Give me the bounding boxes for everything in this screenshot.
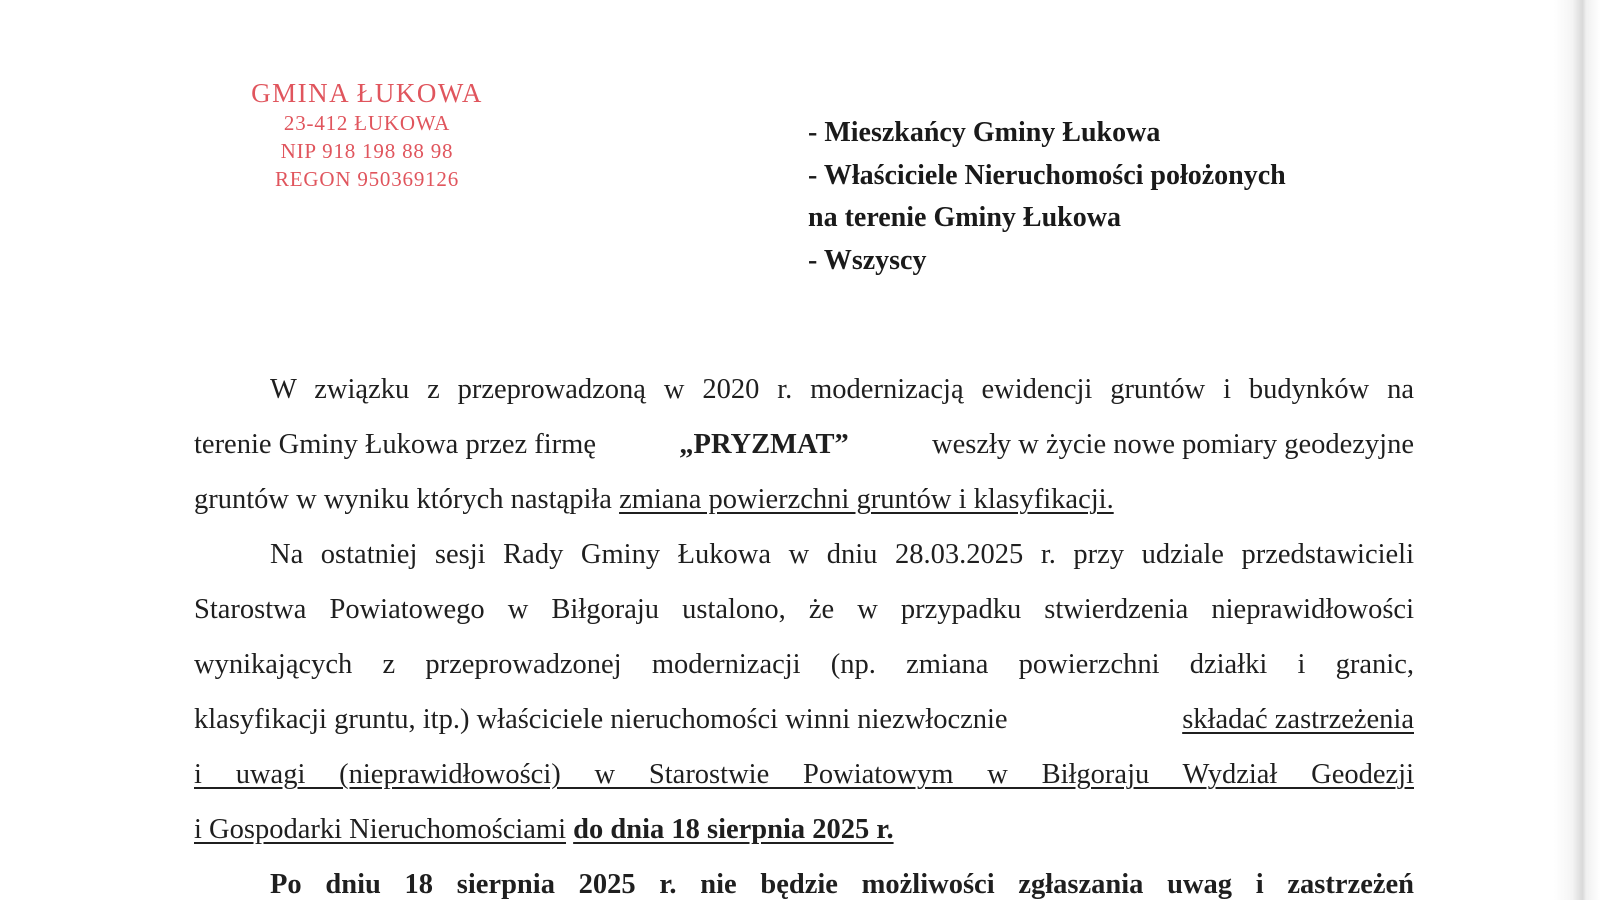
paragraph-2-line-5: i uwagi (nieprawidłowości) w Starostwie Powiatowym w Biłgoraju Wydział Geodezji xyxy=(194,759,1414,790)
recipient-line: na terenie Gminy Łukowa xyxy=(808,202,1121,233)
letter-body xyxy=(194,362,1414,900)
underlined-text: zmiana powierzchni gruntów i klasyfikacji. xyxy=(619,484,1114,515)
paragraph-2-line-3: wynikających z przeprowadzonej modernizacji (np. zmiana powierzchni działki i granic, xyxy=(194,649,1414,680)
text-segment: klasyfikacji gruntu, itp.) właściciele nieruchomości winni niezwłocznie xyxy=(194,704,1008,735)
underlined-text: składać zastrzeżenia xyxy=(1182,704,1414,735)
paragraph-2-line-1: Na ostatniej sesji Rady Gminy Łukowa w dniu 28.03.2025 r. przy udziale przedstawicieli xyxy=(270,539,1414,570)
recipients-list xyxy=(808,112,1286,282)
stamp-regon: REGON 950369126 xyxy=(274,167,460,191)
scan-edge-shadow xyxy=(1554,0,1600,900)
deadline-text: do dnia 18 sierpnia 2025 r. xyxy=(573,814,894,845)
text-segment: gruntów w wyniku których nastąpiła xyxy=(194,484,612,515)
paragraph-2-line-4 xyxy=(194,692,1414,747)
stamp-nip: NIP 918 198 88 98 xyxy=(280,139,454,163)
paragraph-2-line-6 xyxy=(194,802,1414,857)
office-stamp xyxy=(232,80,502,197)
paragraph-2-line-2: Starostwa Powiatowego w Biłgoraju ustalono, że w przypadku stwierdzenia nieprawidłowości xyxy=(194,594,1414,625)
company-name: „PRYZMAT” xyxy=(679,429,849,460)
paragraph-1-line-3 xyxy=(194,472,1414,527)
recipient-line: - Wszyscy xyxy=(808,244,927,276)
recipient-line: - Właściciele Nieruchomości położonych xyxy=(808,159,1286,191)
text-segment: weszły w życie nowe pomiary geodezyjne xyxy=(932,429,1414,460)
stamp-address: 23-412 ŁUKOWA xyxy=(283,111,451,135)
underlined-text: i Gospodarki Nieruchomościami xyxy=(194,814,567,845)
stamp-name: GMINA ŁUKOWA xyxy=(251,78,483,108)
paragraph-1-line-2 xyxy=(194,417,1414,472)
recipient-line: - Mieszkańcy Gminy Łukowa xyxy=(808,117,1161,148)
paragraph-1-line-1: W związku z przeprowadzoną w 2020 r. modernizacją ewidencji gruntów i budynków na xyxy=(270,374,1414,405)
paragraph-3-line-1: Po dniu 18 sierpnia 2025 r. nie będzie możliwości zgłaszania uwag i zastrzeżeń xyxy=(270,869,1414,900)
text-segment: terenie Gminy Łukowa przez firmę xyxy=(194,429,596,460)
